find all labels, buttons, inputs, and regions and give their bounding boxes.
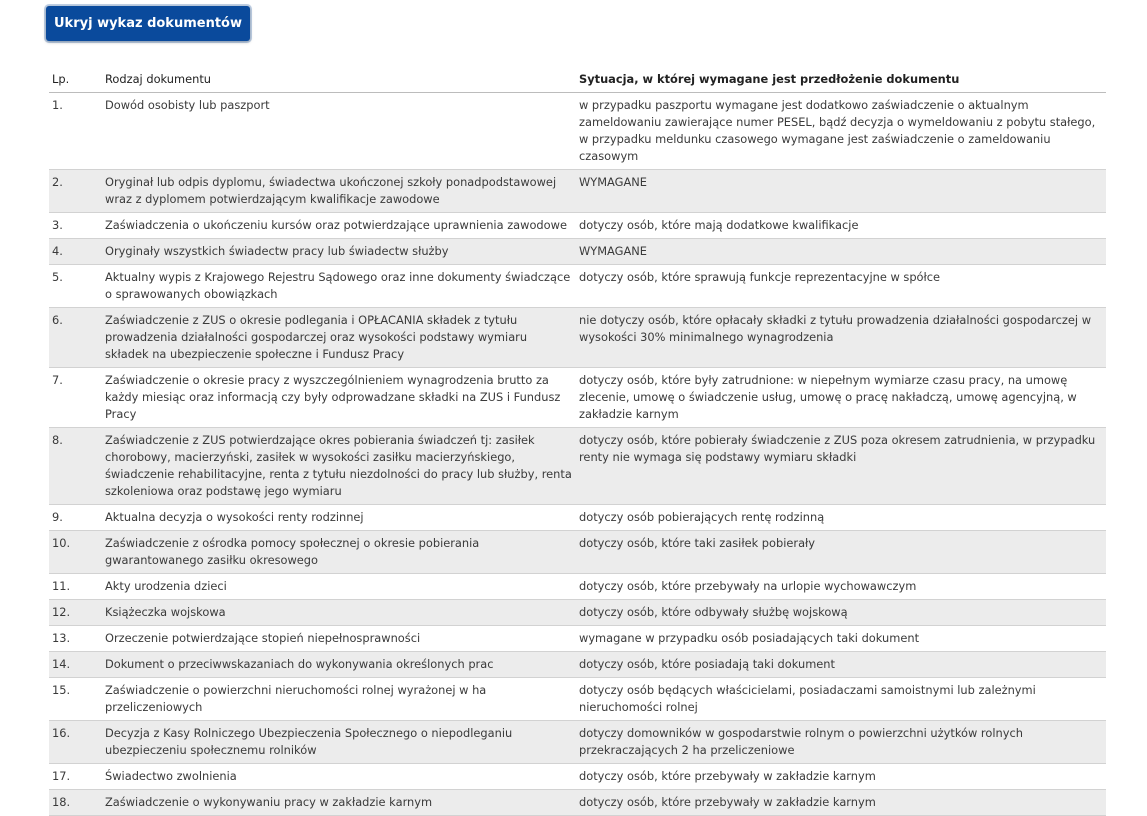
table-row	[49, 505, 1106, 531]
row-number: 1.	[49, 93, 102, 170]
row-document-type: Decyzja z Kasy Rolniczego Ubezpieczenia Społecznego o niepodleganiu ubezpieczeniu społecznemu rolników	[102, 721, 576, 764]
row-document-type: Zaświadczenie o powierzchni nieruchomości rolnej wyrażonej w ha przeliczeniowych	[102, 678, 576, 721]
table-row	[49, 531, 1106, 574]
row-number: 5.	[49, 265, 102, 308]
row-document-type: Dowód osobisty lub paszport	[102, 93, 576, 170]
hide-documents-list-button[interactable]: Ukryj wykaz dokumentów	[46, 6, 250, 41]
row-number: 3.	[49, 213, 102, 239]
row-number: 15.	[49, 678, 102, 721]
row-number: 17.	[49, 764, 102, 790]
row-situation: dotyczy osób, które taki zasiłek pobierały	[576, 531, 1106, 574]
row-number: 6.	[49, 308, 102, 368]
row-situation: dotyczy osób, które sprawują funkcje reprezentacyjne w spółce	[576, 265, 1106, 308]
row-situation: dotyczy osób, które przebywały w zakładzie karnym	[576, 764, 1106, 790]
row-document-type: Dokument o przeciwwskazaniach do wykonywania określonych prac	[102, 652, 576, 678]
table-row	[49, 574, 1106, 600]
row-document-type: Aktualny wypis z Krajowego Rejestru Sądowego oraz inne dokumenty świadczące o sprawowanych obowiązkach	[102, 265, 576, 308]
table-row	[49, 678, 1106, 721]
row-document-type: Książeczka wojskowa	[102, 600, 576, 626]
row-situation: dotyczy osób, które przebywały w zakładzie karnym	[576, 790, 1106, 816]
row-number: 7.	[49, 368, 102, 428]
table-row	[49, 600, 1106, 626]
row-number: 14.	[49, 652, 102, 678]
row-situation: dotyczy osób, które posiadają taki dokument	[576, 652, 1106, 678]
table-row	[49, 626, 1106, 652]
row-number: 2.	[49, 170, 102, 213]
table-row	[49, 239, 1106, 265]
row-situation: wymagane w przypadku osób posiadających taki dokument	[576, 626, 1106, 652]
documents-table	[49, 65, 1106, 816]
table-row	[49, 428, 1106, 505]
table-body	[49, 93, 1106, 816]
row-document-type: Świadectwo zwolnienia	[102, 764, 576, 790]
table-row	[49, 213, 1106, 239]
row-situation: nie dotyczy osób, które opłacały składki z tytułu prowadzenia działalności gospodarczej w wysokości 30% minimalnego wynagrodzenia	[576, 308, 1106, 368]
row-document-type: Oryginał lub odpis dyplomu, świadectwa ukończonej szkoły ponadpodstawowej wraz z dyplomem potwierdzającym kwalifikacje zawodowe	[102, 170, 576, 213]
row-situation: dotyczy osób, które mają dodatkowe kwalifikacje	[576, 213, 1106, 239]
row-situation: dotyczy osób, które pobierały świadczenie z ZUS poza okresem zatrudnienia, w przypadku renty nie wymaga się podstawy wymiaru składki	[576, 428, 1106, 505]
header-lp: Lp.	[49, 65, 102, 93]
row-document-type: Zaświadczenie z ZUS o okresie podlegania i OPŁACANIA składek z tytułu prowadzenia działalności gospodarczej oraz wysokości podstawy wymiaru składek na ubezpieczenie społeczne i Fundusz Pracy	[102, 308, 576, 368]
table-row	[49, 265, 1106, 308]
table-row	[49, 790, 1106, 816]
table-row	[49, 93, 1106, 170]
row-number: 9.	[49, 505, 102, 531]
row-document-type: Zaświadczenia o ukończeniu kursów oraz potwierdzające uprawnienia zawodowe	[102, 213, 576, 239]
row-document-type: Orzeczenie potwierdzające stopień niepełnosprawności	[102, 626, 576, 652]
row-number: 4.	[49, 239, 102, 265]
row-document-type: Akty urodzenia dzieci	[102, 574, 576, 600]
row-situation: WYMAGANE	[576, 170, 1106, 213]
row-number: 16.	[49, 721, 102, 764]
row-number: 12.	[49, 600, 102, 626]
header-situation: Sytuacja, w której wymagane jest przedłożenie dokumentu	[576, 65, 1106, 93]
row-document-type: Zaświadczenie z ośrodka pomocy społecznej o okresie pobierania gwarantowanego zasiłku okresowego	[102, 531, 576, 574]
row-situation: dotyczy osób, które przebywały na urlopie wychowawczym	[576, 574, 1106, 600]
row-number: 13.	[49, 626, 102, 652]
row-number: 8.	[49, 428, 102, 505]
row-situation: dotyczy osób, które były zatrudnione: w niepełnym wymiarze czasu pracy, na umowę zlecenie, umowę o świadczenie usług, umowę o pracę nakładczą, umowę agencyjną, w zakładzie karnym	[576, 368, 1106, 428]
row-situation: dotyczy domowników w gospodarstwie rolnym o powierzchni użytków rolnych przekraczających 2 ha przeliczeniowe	[576, 721, 1106, 764]
row-document-type: Zaświadczenie o wykonywaniu pracy w zakładzie karnym	[102, 790, 576, 816]
table-row	[49, 368, 1106, 428]
row-situation: WYMAGANE	[576, 239, 1106, 265]
row-situation: dotyczy osób, które odbywały służbę wojskową	[576, 600, 1106, 626]
row-situation: dotyczy osób będących właścicielami, posiadaczami samoistnymi lub zależnymi nieruchomości rolnej	[576, 678, 1106, 721]
table-row	[49, 764, 1106, 790]
table-row	[49, 721, 1106, 764]
row-number: 11.	[49, 574, 102, 600]
row-number: 10.	[49, 531, 102, 574]
row-number: 18.	[49, 790, 102, 816]
row-document-type: Oryginały wszystkich świadectw pracy lub świadectw służby	[102, 239, 576, 265]
row-document-type: Zaświadczenie z ZUS potwierdzające okres pobierania świadczeń tj: zasiłek chorobowy, macierzyński, zasiłek w wysokości zasiłku macierzyńskiego, świadczenie rehabilitacyjne, renta z tytułu niezdolności do pracy lub służby, renta szkoleniowa oraz podstawę jego wymiaru	[102, 428, 576, 505]
table-row	[49, 652, 1106, 678]
row-document-type: Zaświadczenie o okresie pracy z wyszczególnieniem wynagrodzenia brutto za każdy miesiąc oraz informacją czy były odprowadzane składki na ZUS i Fundusz Pracy	[102, 368, 576, 428]
table-row	[49, 170, 1106, 213]
row-situation: dotyczy osób pobierających rentę rodzinną	[576, 505, 1106, 531]
header-document-type: Rodzaj dokumentu	[102, 65, 576, 93]
row-document-type: Aktualna decyzja o wysokości renty rodzinnej	[102, 505, 576, 531]
table-header-row	[49, 65, 1106, 93]
row-situation: w przypadku paszportu wymagane jest dodatkowo zaświadczenie o aktualnym zameldowaniu zawierające numer PESEL, bądź decyzja o wymeldowaniu z pobytu stałego, w przypadku meldunku czasowego wymagane jest zaświadczenie o zameldowaniu czasowym	[576, 93, 1106, 170]
table-row	[49, 308, 1106, 368]
